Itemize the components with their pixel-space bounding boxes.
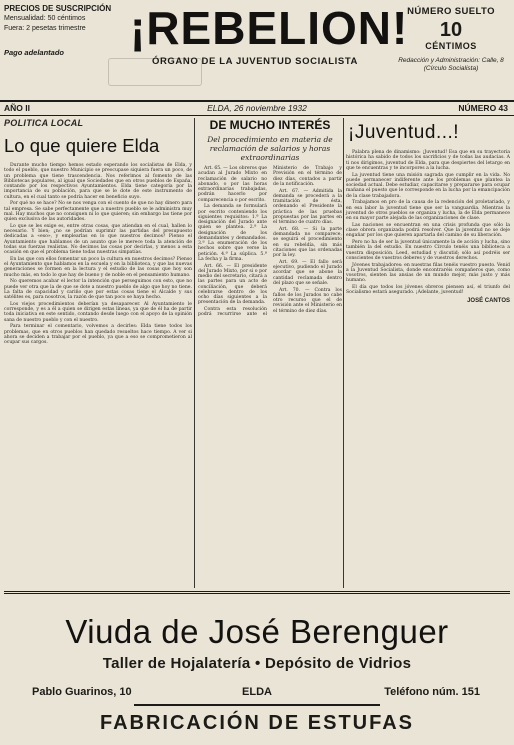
newspaper-name: ¡REBELION! [130, 2, 409, 54]
subscription-line: Mensualidad: 50 céntimos [4, 15, 86, 22]
dateline [0, 103, 514, 115]
article-deck: Del procedimiento en materia de reclamación de salarios y horas extraordinarias [207, 135, 333, 162]
ad-brand: Viuda de José Berenguer [65, 613, 449, 650]
article-paragraph: Pero no ha de ser la juventud únicamente la de acción y lucha, sino también la del estudio. En nuestro Círculo tenéis una biblioteca a vuestra disposición. Leed, estudiad y discutid; sólo así podréis ser conscientes de vuestros deberes y de vuestros derechos. [346, 240, 510, 261]
masthead-logo [130, 2, 409, 67]
price-box [392, 6, 510, 73]
paid-note: Pago adelantado [4, 48, 65, 57]
article-paragraph: Las naciones se encuentran en una crisis profunda que sólo la clase obrera organizada podrá resolver. Que la juventud no se deje engañar por los que quieren apartarla del camino de su liberación. [346, 222, 510, 239]
article-paragraph: Art. 66. — El presidente del Jurado Mixto, por si o por medio del secretario, citará a las partes para un acto de conciliación, que deberá celebrarse dentro de los ocho días siguientes a la presentación de la demanda. [198, 263, 267, 306]
article-paragraph: No queremos acabar el lector la intención que perseguimos con esto, que no puede ver otra que la de que se dote a nuestro pueblo de algo que hoy no tiene. La falta de capacidad y cariño que por estas cosas tiene el Alcalde y sus satélites es, para nosotros, la razón de que tan poco se haya hecho. [4, 279, 192, 300]
issue-kind: NÚMERO SUELTO [407, 6, 495, 17]
article-body [198, 166, 342, 318]
article-body [346, 150, 510, 296]
article-headline: Lo que quiere Elda [4, 135, 160, 156]
newspaper-subtitle: ÓRGANO DE LA JUVENTUD SOCIALISTA [151, 56, 359, 67]
ad-trade: Taller de Hojalatería • Depósito de Vidrios [102, 655, 412, 672]
article-paragraph: Para terminar el comentario, volvemos a decirles: Elda tiene todos los problemas, que en otros pueblos han quedado resueltos hace tiempo. A ver si ahora se deciden a trabajar por el pueblo, ya que a eso se comprometieron al ocupar sus cargos. [4, 324, 192, 345]
article-paragraph: Por qué no se hace? No se nos venga con el cuento de que no hay dinero para tal empresa. Se sabe perfectamente que a nuestro pueblo se le administra muy mal. Hay muchos que no consiguen ni lo que quieren; sin embargo las tiene por quien exclusiva de las autoridades. [4, 201, 192, 222]
subscription-box [4, 4, 122, 58]
article-paragraph: En las que con ellos fomentar un poco la cultura en nuestros decimos? Pienso el Ayuntamiento que hablamos en la escuela y en la biblioteca, y que las nuevas generaciones se formen en la lectura y el estudio de las cosas que hoy son mucho más, en todo lo que hay de bueno y de noble en el pensamiento humano. [4, 256, 192, 278]
subscription-line: Fuera: 2 pesetas trimestre [4, 25, 86, 32]
article-paragraph: Contra esta resolución podrá recurrirse ante el Ministerio de Trabajo y Previsión en el término de diez días, contados a partir de la notificación. [198, 166, 342, 318]
advertisement [4, 591, 510, 744]
ad-divider [134, 704, 380, 706]
article-paragraph: La juventud tiene una misión sagrada que cumplir en la vida. No puede permanecer indiferente ante los problemas que plantea la sociedad actual. Debe estudiar, capacitarse y prepararse para ocupar mañana el puesto que le corresponde en la lucha por la emancipación de la clase trabajadora. [346, 172, 510, 199]
article-local-politics [4, 118, 192, 347]
article-paragraph: Lo que se les exige es, entre otras cosas, que atiendan en el cual, hallen lo necesario. Y bien; ¿no se podrían suprimir las partidas del presupuesto dedicadas a «eso», y emplearlas en lo que nuestros decimos? Pienso el Ayuntamiento que hablamos de un asunto que le merece toda la atención de todas sus fuerzas realistas. No decimos las cosas por decirlas, y menos a esta ocasión en que el problema tiene todas nuestras simpatías. [4, 223, 192, 255]
place-date: ELDA, 26 noviembre 1932 [207, 103, 307, 113]
article-paragraph: Art. 70. — Contra los fallos de los Jurados no cabe otro recurso que el de revisión ante el Ministerio en el término de diez días. [273, 287, 342, 314]
article-paragraph: Art. 68. — Si la parte demandada no comparece, se seguirá el procedimiento en su rebeldía, sin más citaciones que las ordenadas por la ley. [273, 226, 342, 258]
issue-number: NÚMERO 43 [458, 103, 508, 113]
masthead-rule [0, 100, 514, 102]
column-divider [343, 118, 344, 588]
price-unit: CÉNTIMOS [425, 41, 477, 51]
ad-address: Pablo Guarinos, 10 [32, 686, 132, 698]
dateline-rule [0, 115, 514, 116]
ad-city: ELDA [242, 686, 272, 698]
article-headline: ¡Juventud...! [348, 122, 460, 143]
article-paragraph: Durante mucho tiempo hemos estado esperando los socialistas de Elda, y todo el pueblo, que nuestro Municipio se preocupase siquiera fuera un poco, de un problema que tiene trascendencia. Nos referimos al fomento de las Bibliotecas populares, al igual que Sociedades que en otros pueblos de España, contando por los respectivos Ayuntamientos. Elda tiene categoría por la importancia de su población, para que se le dote de este instrumento de cultura, en el cual tanto se podría hacer en beneficio suyo. [4, 163, 192, 200]
price-value: 10 [439, 19, 463, 41]
subscription-title: PRECIOS DE SUSCRIPCIÓN [4, 4, 112, 13]
article-paragraph: Palabra plena de dinamismo: ¡Juventud! Esa que en su trayectoria histórica ha sabido de todos los sacrificios y de todas las audacias. A ti nos dirigimos, juventud de Elda, para que despiertes del letargo en que te encuentras y te incorpores a la lucha. [346, 150, 510, 171]
article-paragraph: Trabajamos en pro de la causa de la redención del proletariado, y en esa labor la juventud tiene que ser la vanguardia. Mientras la juventud de otros pueblos se organiza y lucha, la de Elda permanece en su mayor parte alejada de las organizaciones de clase. [346, 200, 510, 221]
article-salary-claims [198, 118, 342, 318]
ad-bottom-line: FABRICACIÓN DE ESTUFAS [99, 712, 415, 734]
article-paragraph: Los viejos procedimientos deberían ya desaparecer. Al Ayuntamiento le corresponde, y es a él a quien se dirigen estas líneas, ya que de él ha de partir toda iniciativa en este sentido, contando desde luego con el apoyo de la opinión sana de nuestro pueblo y con el nuestro. [4, 301, 192, 323]
year-label: AÑO II [4, 103, 30, 113]
article-signature: JOSÉ CANTOS [467, 297, 510, 304]
article-paragraph: Art. 65. — Los obreros que acudan al Jurado Mixto en reclamación de salario no abonado, o por las horas extraordinarias trabajadas, podrán hacerlo por comparecencia o por escrito. [198, 166, 267, 203]
ad-phone: Teléfono núm. 151 [384, 686, 480, 698]
article-paragraph: Art. 69. — El fallo será ejecutivo, pudiendo el Jurado acordar que se abone la cantidad reclamada dentro del plazo que se señale. [273, 259, 342, 286]
article-paragraph: Art. 67. — Admitida la demanda se procederá a la tramitación de ésta, ordenando el Presidente la práctica de las pruebas propuestas por las partes en el término de cuatro días. [273, 188, 342, 225]
section-label: POLITICA LOCAL [4, 118, 84, 128]
article-headline: DE MUCHO INTERÉS [209, 118, 331, 132]
ad-contact-row [4, 686, 510, 700]
article-paragraph: La demanda se formulará por escrito conteniendo los siguientes requisitos: 1.ª La designación del Jurado ante quien se plantea. 2.ª La designación de los demandantes y demandados. 3.ª La enumeración de los hechos sobre que verse la petición. 4.ª La súplica. 5.ª La fecha y la firma. [198, 204, 267, 262]
column-divider [194, 118, 195, 588]
article-paragraph: El día que todos los jóvenes obreros piensen así, el triunfo del Socialismo estará asegurado. ¡Adelante, juventud! [346, 285, 510, 296]
office-address: Redacción y Administración: Calle, 8 (Círculo Socialista) [398, 57, 504, 72]
article-body [4, 163, 192, 345]
article-paragraph: Jóvenes trabajadores: en nuestras filas tenéis vuestro puesto. Venid a la Juventud Socialista, donde encontraréis compañeros que, como vosotros, sienten las ansias de un mundo mejor, más justo y más humano. [346, 262, 510, 284]
article-youth [346, 118, 510, 304]
